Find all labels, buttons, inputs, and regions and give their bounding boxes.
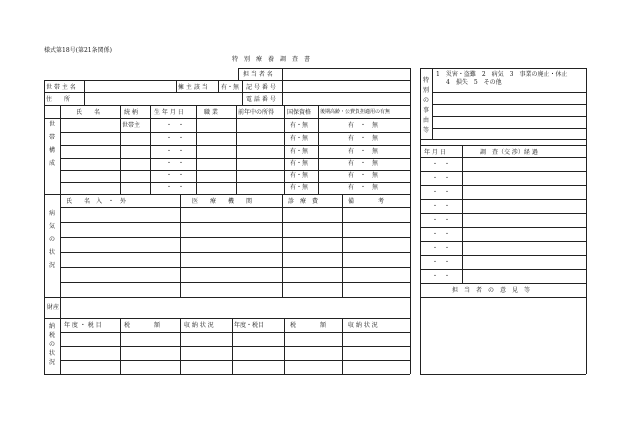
col-tax-year-2: 年度・税目	[234, 322, 265, 329]
survey-date-cell[interactable]: ・ ・	[432, 175, 451, 182]
dob-cell[interactable]: ・ ・	[166, 184, 185, 191]
col-tax-year: 年 度 ・ 税 目	[64, 322, 102, 329]
survey-date-cell[interactable]: ・ ・	[432, 161, 451, 168]
survey-date-cell[interactable]: ・ ・	[432, 259, 451, 266]
reasons-line-1: 1 災害・盗難 2 病気 3 事業の廃止・休止	[436, 71, 568, 78]
form-number: 様式第18号(第21条関係)	[44, 47, 112, 54]
household-side-label: 世 帯 構 成	[48, 121, 55, 167]
insurance-cell[interactable]: 有・無	[290, 148, 309, 155]
opinion-label: 担 当 者 の 意 見 等	[452, 287, 531, 294]
elderly-cell[interactable]: 有 ・ 無	[348, 148, 379, 155]
survey-date-cell[interactable]: ・ ・	[432, 231, 451, 238]
dob-cell[interactable]: ・ ・	[166, 135, 185, 142]
col-income: 前年中の所得	[238, 109, 275, 116]
reasons-line-2: 4 損失 5 その他	[446, 79, 502, 86]
insurance-cell[interactable]: 有・無	[290, 122, 309, 129]
survey-date-cell[interactable]: ・ ・	[432, 189, 451, 196]
dob-cell[interactable]: ・ ・	[166, 160, 185, 167]
insurance-cell[interactable]: 有・無	[290, 135, 309, 142]
elderly-cell[interactable]: 有 ・ 無	[348, 184, 379, 191]
insurance-cell[interactable]: 有・無	[290, 184, 309, 191]
dob-cell[interactable]: ・ ・	[166, 172, 185, 179]
officer-label: 担 当 者 名	[243, 71, 273, 78]
address-label: 住 所	[46, 96, 71, 103]
survey-date-cell[interactable]: ・ ・	[432, 245, 451, 252]
col-patient: 氏 名 入 ・ 外	[66, 198, 127, 205]
elderly-cell[interactable]: 有 ・ 無	[348, 172, 379, 179]
col-elderly: 後期高齢・公費負担適用の有無	[320, 109, 391, 115]
dob-cell[interactable]: ・ ・	[166, 148, 185, 155]
tax-side-label: 納 税 の 状 況	[48, 323, 55, 366]
col-insurance: 国保資格	[287, 109, 312, 116]
householder-label: 世 帯 主 名	[46, 84, 76, 91]
insurance-cell[interactable]: 有・無	[290, 160, 309, 167]
col-fee: 診 療 費	[288, 198, 319, 205]
protection-label: 擁 主 該 当	[178, 84, 208, 91]
col-remarks: 備 考	[348, 198, 385, 205]
survey-date-cell[interactable]: ・ ・	[432, 217, 451, 224]
survey-date-cell[interactable]: ・ ・	[432, 203, 451, 210]
survey-date-header: 年 月 日	[424, 149, 446, 156]
dob-cell[interactable]: ・ ・	[166, 122, 185, 129]
col-tax-status: 収 納 状 況	[184, 322, 214, 329]
col-job: 職 業	[204, 109, 218, 116]
survey-content-header: 調 査（交 渉）経 過	[480, 149, 538, 156]
col-name: 氏 名	[76, 109, 101, 116]
col-hospital: 医 療 機 関	[192, 198, 253, 205]
page-title: 特 別 療 養 調 査 書	[232, 56, 311, 63]
col-tax-amount: 税 額	[124, 322, 161, 329]
assets-label: 財産	[47, 304, 60, 311]
insurance-cell[interactable]: 有・無	[290, 172, 309, 179]
phone-label: 電 話 番 号	[246, 96, 276, 103]
col-relation: 続 柄	[124, 109, 138, 116]
elderly-cell[interactable]: 有 ・ 無	[348, 160, 379, 167]
col-dob: 生 年 月 日	[154, 109, 184, 116]
relation-cell[interactable]: 世帯主	[122, 122, 141, 129]
illness-side-label: 病 気 の 状 況	[48, 210, 55, 269]
symbol-label: 記 号 番 号	[246, 84, 276, 91]
elderly-cell[interactable]: 有 ・ 無	[348, 122, 379, 129]
col-tax-amount-2: 税 額	[290, 322, 327, 329]
reasons-side-label: 特 別 の 事 由 等	[422, 77, 429, 134]
elderly-cell[interactable]: 有 ・ 無	[348, 135, 379, 142]
col-tax-status-2: 収 納 状 況	[348, 322, 378, 329]
survey-date-cell[interactable]: ・ ・	[432, 273, 451, 280]
protection-value[interactable]: 有・無	[221, 84, 240, 91]
